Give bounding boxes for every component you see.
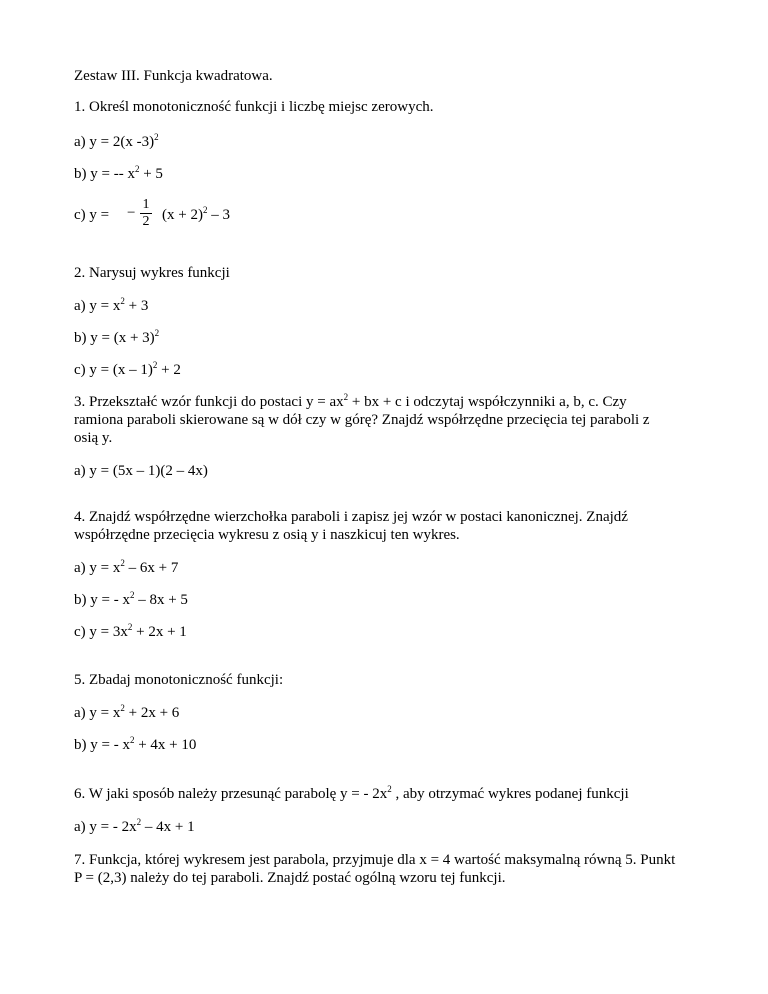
task-7-line-1: 7. Funkcja, której wykresem jest parabola, przyjmuje dla x = 4 wartość maksymalną równą 5. Punkt (74, 852, 676, 868)
task-4-line-1: 4. Znajdź współrzędne wierzchołka paraboli i zapisz jej wzór w postaci kanonicznej. Znajdź (74, 509, 628, 525)
task-1c-fraction (140, 197, 152, 230)
task-1c-minus-sign: − (127, 205, 136, 221)
task-2c: c) y = (x – 1)$^2$ + 2 (74, 360, 181, 378)
task-1c: c) y = (74, 207, 110, 223)
task-6-heading: 6. W jaki sposób należy przesunąć parabolę y = - $2x^2$ , aby otrzymać wykres podanej funkcji (74, 784, 629, 802)
task-2-heading: 2. Narysuj wykres funkcji (74, 265, 230, 281)
worksheet-title: Zestaw III. Funkcja kwadratowa. (74, 68, 273, 84)
task-3-line-1: 3. Przekształć wzór funkcji do postaci $y = ax^2$ + bx + c i odczytaj współczynniki a, b, c. Czy (74, 392, 627, 410)
task-3-line-3: osią y. (74, 430, 113, 446)
task-3-line-2: ramiona paraboli skierowane są w dół czy w górę? Znajdź współrzędne przecięcia tej paraboli z (74, 412, 650, 428)
task-4a: a) $y = x^2 - 6x + 7$ (74, 558, 179, 576)
task-1-heading: 1. Określ monotoniczność funkcji i liczbę miejsc zerowych. (74, 99, 434, 115)
task-5a: a) $y = x^2 + 2x + 6$ (74, 703, 180, 721)
task-3a: a) y = (5x – 1)(2 – 4x) (74, 463, 208, 479)
task-4c: c) $y = 3x^2 + 2x + 1$ (74, 622, 187, 640)
task-4b: b) y = - $x^2 - 8x + 5$ (74, 590, 188, 608)
fraction-denominator: 2 (142, 214, 150, 229)
task-5-heading: 5. Zbadaj monotoniczność funkcji: (74, 672, 284, 688)
task-1b: b) y = -- $x^2 + 5$ (74, 164, 163, 182)
task-5b: b) y = - $x^2 + 4x + 10$ (74, 735, 197, 753)
task-1a: a) y = 2(x -3)$^2$ (74, 132, 159, 150)
fraction-numerator: 1 (140, 197, 152, 214)
task-2a: a) $y = x^2 + 3$ (74, 296, 149, 314)
task-7-line-2: P = (2,3) należy do tej paraboli. Znajdź postać ogólną wzoru tej funkcji. (74, 870, 506, 886)
task-6a: a) y = - $2x^2 - 4x + 1$ (74, 817, 195, 835)
task-1c-expression: $(x + 2)^2 - 3$ (162, 205, 230, 223)
task-4-line-2: współrzędne przecięcia wykresu z osią y i naszkicuj ten wykres. (74, 527, 460, 543)
task-2b: b) $y = (x + 3)^2$ (74, 328, 160, 346)
